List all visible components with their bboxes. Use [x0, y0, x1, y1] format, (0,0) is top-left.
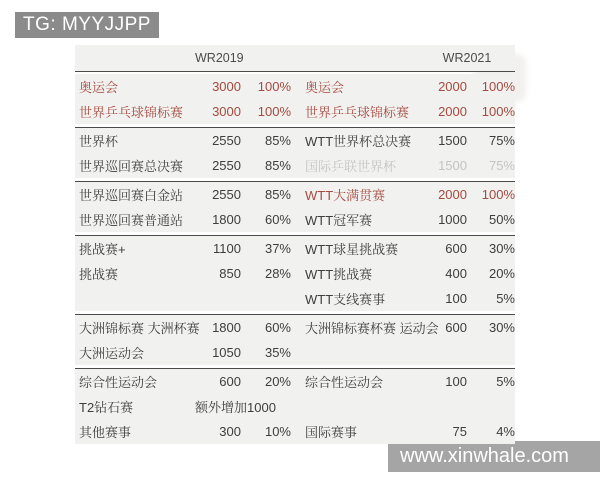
points-2021: 400 — [445, 266, 467, 281]
percent-2021: 5% — [496, 374, 515, 389]
percent-2019: 10% — [264, 424, 291, 439]
event-name-2019: 大洲锦标赛 大洲杯赛 — [79, 321, 200, 336]
points-2021: 600 — [445, 320, 467, 335]
percent-2019: 35% — [264, 345, 291, 360]
percent-2021: 4% — [496, 424, 515, 439]
percent-2019: 20% — [264, 374, 291, 389]
points-2019: 1050 — [212, 345, 241, 360]
percent-2019: 60% — [264, 212, 291, 227]
points-2019: 额外增加1000 — [195, 400, 276, 415]
event-name-2021: 国际乒联世界杯 — [305, 159, 397, 174]
points-2021: 600 — [445, 241, 467, 256]
event-name-2021: WTT冠军赛 — [305, 213, 373, 228]
points-2019: 850 — [219, 266, 241, 281]
table-row — [75, 315, 515, 340]
event-name-2019: 世界巡回赛总决赛 — [79, 159, 184, 174]
column-header-wr2021: WR2021 — [442, 51, 492, 65]
points-2021: 100 — [445, 374, 467, 389]
points-2019: 3000 — [212, 104, 241, 119]
percent-2019: 60% — [264, 320, 291, 335]
event-name-2021: 国际赛事 — [305, 425, 358, 440]
table-group — [75, 74, 515, 124]
event-name-2019: 世界巡回赛白金站 — [79, 188, 184, 203]
points-2021: 1000 — [438, 212, 467, 227]
event-name-2019: 世界杯 — [79, 134, 119, 149]
event-name-2019: 奥运会 — [79, 80, 119, 95]
percent-2021: 5% — [496, 291, 515, 306]
event-name-2019: 挑战赛+ — [79, 242, 126, 257]
table-row — [75, 261, 515, 286]
table-group — [75, 127, 515, 178]
event-name-2021: 世界乒乓球锦标赛 — [305, 105, 410, 120]
event-name-2021: 奥运会 — [305, 80, 345, 95]
table-row — [75, 128, 515, 153]
event-name-2021: WTT球星挑战赛 — [305, 242, 399, 257]
points-2021: 75 — [452, 424, 467, 439]
points-2021: 1500 — [438, 133, 467, 148]
event-name-2019: 综合性运动会 — [79, 375, 158, 390]
event-name-2019: 世界巡回赛普通站 — [79, 213, 184, 228]
event-name-2019: 其他赛事 — [79, 425, 132, 440]
percent-2021: 100% — [481, 79, 515, 94]
table-row — [75, 369, 515, 394]
points-2021: 2000 — [438, 104, 467, 119]
points-2019: 3000 — [212, 79, 241, 94]
table-row — [75, 182, 515, 207]
percent-2021: 75% — [488, 158, 515, 173]
event-name-2019: 大洲运动会 — [79, 346, 145, 361]
points-2019: 600 — [219, 374, 241, 389]
table-group — [75, 314, 515, 365]
table-group — [75, 181, 515, 232]
table-row — [75, 153, 515, 178]
table-row — [75, 394, 515, 419]
table-row — [75, 99, 515, 124]
points-2019: 2550 — [212, 133, 241, 148]
percent-2019: 37% — [264, 241, 291, 256]
table-body — [75, 74, 515, 444]
percent-2021: 100% — [481, 187, 515, 202]
points-2019: 1800 — [212, 212, 241, 227]
event-name-2021: WTT世界杯总决赛 — [305, 134, 412, 149]
percent-2021: 30% — [488, 320, 515, 335]
event-name-2021: WTT大满贯赛 — [305, 188, 386, 203]
points-2021: 2000 — [438, 187, 467, 202]
event-name-2021: WTT挑战赛 — [305, 267, 373, 282]
points-2021: 100 — [445, 291, 467, 306]
percent-2019: 85% — [264, 187, 291, 202]
percent-2021: 75% — [488, 133, 515, 148]
event-name-2021: 大洲锦标赛杯赛 运动会 — [305, 321, 439, 336]
website-watermark-badge: www.xinwhale.com — [388, 441, 600, 472]
table-row — [75, 286, 515, 311]
points-2019: 1800 — [212, 320, 241, 335]
percent-2021: 20% — [488, 266, 515, 281]
event-name-2021: 综合性运动会 — [305, 375, 384, 390]
points-2021: 1500 — [438, 158, 467, 173]
percent-2019: 100% — [257, 104, 291, 119]
ranking-points-table — [75, 45, 515, 444]
percent-2021: 100% — [481, 104, 515, 119]
percent-2021: 30% — [488, 241, 515, 256]
telegram-watermark-badge: TG: MYYJJPP — [15, 12, 159, 38]
table-row — [75, 236, 515, 261]
event-name-2019: 世界乒乓球锦标赛 — [79, 105, 184, 120]
event-name-2019: 挑战赛 — [79, 267, 119, 282]
table-group — [75, 368, 515, 444]
percent-2019: 85% — [264, 158, 291, 173]
points-2021: 2000 — [438, 79, 467, 94]
table-row — [75, 419, 515, 444]
event-name-2021: WTT支线赛事 — [305, 292, 386, 307]
points-2019: 300 — [219, 424, 241, 439]
points-2019: 1100 — [213, 241, 241, 256]
event-name-2019: T2钻石赛 — [79, 400, 134, 415]
table-row — [75, 207, 515, 232]
points-2019: 2550 — [212, 158, 241, 173]
table-group — [75, 235, 515, 311]
percent-2019: 28% — [264, 266, 291, 281]
percent-2021: 50% — [488, 212, 515, 227]
table-header-row — [75, 45, 515, 72]
column-header-wr2019: WR2019 — [195, 51, 244, 65]
table-row — [75, 74, 515, 99]
percent-2019: 85% — [264, 133, 291, 148]
percent-2019: 100% — [257, 79, 291, 94]
table-row — [75, 340, 515, 365]
points-2019: 2550 — [212, 187, 241, 202]
